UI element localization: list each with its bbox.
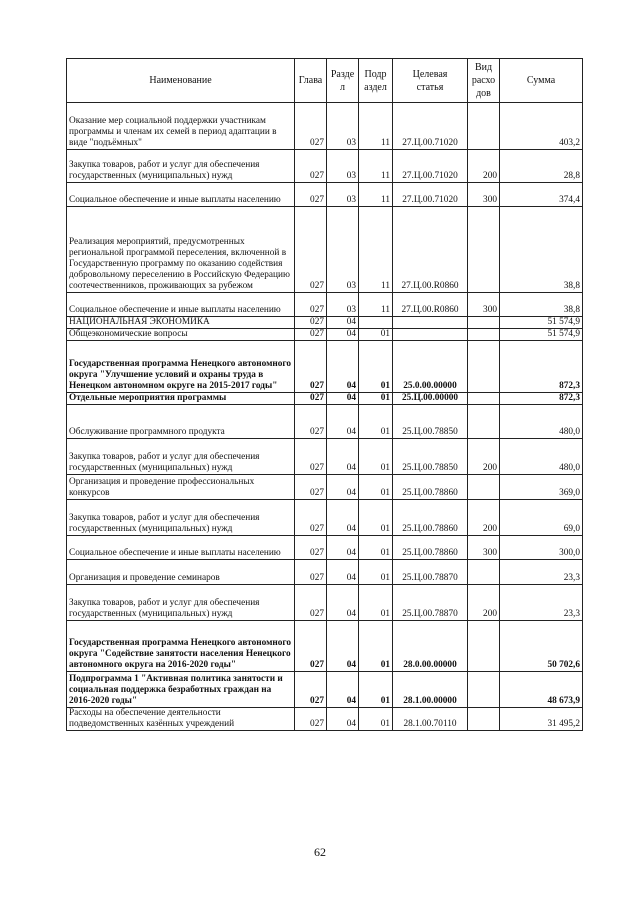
row-chapter: 027: [295, 536, 327, 560]
row-chapter: 027: [295, 475, 327, 500]
row-section: 04: [327, 439, 359, 475]
row-section: 04: [327, 621, 359, 672]
row-target-article: 28.1.00.70110: [393, 708, 468, 731]
row-chapter: 027: [295, 207, 327, 293]
row-target-article: 25.Ц.00.78860: [393, 536, 468, 560]
table-row: [67, 585, 583, 621]
table-row: [67, 405, 583, 439]
row-name: Отдельные мероприятия программы: [67, 393, 295, 405]
row-target-article: 27.Ц.00.71020: [393, 103, 468, 150]
row-name: Подпрограмма 1 "Активная политика занятости и социальная поддержка безработных граждан на 2016-2020 годы": [67, 672, 295, 708]
row-amount: 69,0: [500, 500, 583, 536]
row-amount: 872,3: [500, 341, 583, 393]
row-amount: 480,0: [500, 439, 583, 475]
table-row: [67, 207, 583, 293]
row-chapter: 027: [295, 393, 327, 405]
row-subsection: 01: [359, 439, 393, 475]
row-section: 03: [327, 103, 359, 150]
row-subsection: 01: [359, 500, 393, 536]
row-chapter: 027: [295, 439, 327, 475]
row-chapter: 027: [295, 621, 327, 672]
row-target-article: [393, 317, 468, 329]
row-target-article: 28.1.00.00000: [393, 672, 468, 708]
table-row: [67, 393, 583, 405]
row-name: Организация и проведение семинаров: [67, 560, 295, 585]
row-chapter: 027: [295, 103, 327, 150]
table-row: [67, 183, 583, 207]
row-chapter: 027: [295, 500, 327, 536]
table-body: [67, 103, 583, 731]
row-section: 04: [327, 475, 359, 500]
row-amount: 872,3: [500, 393, 583, 405]
row-target-article: 25.Ц.00.78870: [393, 585, 468, 621]
header-amount: Сумма: [500, 59, 583, 103]
row-section: 04: [327, 585, 359, 621]
row-subsection: 11: [359, 293, 393, 317]
row-expense-type: 200: [468, 150, 500, 183]
row-section: 04: [327, 341, 359, 393]
row-subsection: 01: [359, 708, 393, 731]
row-chapter: 027: [295, 183, 327, 207]
row-amount: 28,8: [500, 150, 583, 183]
row-subsection: [359, 317, 393, 329]
table-row: [67, 103, 583, 150]
row-chapter: 027: [295, 341, 327, 393]
row-expense-type: 200: [468, 500, 500, 536]
page-number: 62: [314, 845, 326, 859]
row-name: Государственная программа Ненецкого автономного округа "Содействие занятости населения Ненецкого автономного округа на 2016-2020 годы": [67, 621, 295, 672]
row-expense-type: 200: [468, 439, 500, 475]
table-row: [67, 500, 583, 536]
row-amount: 48 673,9: [500, 672, 583, 708]
row-name: Реализация мероприятий, предусмотренных региональной программой переселения, включенной в Государственную программу по оказанию содействия добровольному переселению в Российскую Федерацию соотечественников, проживающих за рубежом: [67, 207, 295, 293]
row-name: Оказание мер социальной поддержки участникам программы и членам их семей в период адаптации в виде "подъёмных": [67, 103, 295, 150]
row-section: 04: [327, 405, 359, 439]
row-subsection: 11: [359, 103, 393, 150]
row-name: Закупка товаров, работ и услуг для обеспечения государственных (муниципальных) нужд: [67, 150, 295, 183]
row-expense-type: 300: [468, 293, 500, 317]
row-chapter: 027: [295, 329, 327, 341]
row-chapter: 027: [295, 708, 327, 731]
table-row: [67, 329, 583, 341]
row-section: 04: [327, 672, 359, 708]
row-amount: 374,4: [500, 183, 583, 207]
table-header-row: [67, 59, 583, 103]
row-amount: 50 702,6: [500, 621, 583, 672]
table-row: [67, 560, 583, 585]
table-row: [67, 293, 583, 317]
row-amount: 51 574,9: [500, 329, 583, 341]
row-name: Расходы на обеспечение деятельности подведомственных казённых учреждений: [67, 708, 295, 731]
row-chapter: 027: [295, 405, 327, 439]
row-expense-type: 300: [468, 536, 500, 560]
row-section: 04: [327, 393, 359, 405]
budget-table: [66, 58, 583, 731]
row-expense-type: [468, 405, 500, 439]
row-target-article: 25.Ц.00.00000: [393, 393, 468, 405]
row-target-article: 27.Ц.00.R0860: [393, 207, 468, 293]
row-target-article: 25.0.00.00000: [393, 341, 468, 393]
row-name: Закупка товаров, работ и услуг для обеспечения государственных (муниципальных) нужд: [67, 500, 295, 536]
row-target-article: 27.Ц.00.R0860: [393, 293, 468, 317]
row-target-article: 28.0.00.00000: [393, 621, 468, 672]
row-subsection: 11: [359, 183, 393, 207]
row-expense-type: 200: [468, 585, 500, 621]
row-name: Социальное обеспечение и иные выплаты населению: [67, 293, 295, 317]
row-name: Закупка товаров, работ и услуг для обеспечения государственных (муниципальных) нужд: [67, 439, 295, 475]
row-section: 03: [327, 293, 359, 317]
header-subsection: Подр аздел: [359, 59, 393, 103]
row-target-article: 27.Ц.00.71020: [393, 183, 468, 207]
row-chapter: 027: [295, 585, 327, 621]
table-row: [67, 621, 583, 672]
row-expense-type: [468, 329, 500, 341]
row-section: 04: [327, 500, 359, 536]
row-section: 04: [327, 708, 359, 731]
row-subsection: 01: [359, 393, 393, 405]
row-amount: 38,8: [500, 293, 583, 317]
row-target-article: [393, 329, 468, 341]
table-row: [67, 536, 583, 560]
row-target-article: 25.Ц.00.78860: [393, 500, 468, 536]
row-expense-type: [468, 708, 500, 731]
row-name: Закупка товаров, работ и услуг для обеспечения государственных (муниципальных) нужд: [67, 585, 295, 621]
table-row: [67, 708, 583, 731]
row-target-article: 25.Ц.00.78850: [393, 405, 468, 439]
row-section: 03: [327, 150, 359, 183]
row-subsection: 01: [359, 341, 393, 393]
row-section: 03: [327, 183, 359, 207]
row-subsection: 01: [359, 585, 393, 621]
row-chapter: 027: [295, 317, 327, 329]
header-exp-type: Вид расхо дов: [468, 59, 500, 103]
row-expense-type: [468, 103, 500, 150]
row-name: Общеэкономические вопросы: [67, 329, 295, 341]
row-chapter: 027: [295, 150, 327, 183]
row-amount: 51 574,9: [500, 317, 583, 329]
row-target-article: 25.Ц.00.78870: [393, 560, 468, 585]
row-subsection: 01: [359, 329, 393, 341]
row-name: НАЦИОНАЛЬНАЯ ЭКОНОМИКА: [67, 317, 295, 329]
row-amount: 480,0: [500, 405, 583, 439]
row-subsection: 01: [359, 672, 393, 708]
row-expense-type: [468, 341, 500, 393]
row-expense-type: [468, 621, 500, 672]
table-row: [67, 672, 583, 708]
table-row: [67, 439, 583, 475]
row-expense-type: [468, 672, 500, 708]
table-row: [67, 475, 583, 500]
row-name: Социальное обеспечение и иные выплаты населению: [67, 183, 295, 207]
row-expense-type: [468, 207, 500, 293]
row-name: Обслуживание программного продукта: [67, 405, 295, 439]
row-chapter: 027: [295, 293, 327, 317]
row-amount: 369,0: [500, 475, 583, 500]
row-expense-type: [468, 317, 500, 329]
row-subsection: 01: [359, 475, 393, 500]
row-expense-type: 300: [468, 183, 500, 207]
row-section: 04: [327, 329, 359, 341]
row-amount: 403,2: [500, 103, 583, 150]
row-section: 03: [327, 207, 359, 293]
table-row: [67, 150, 583, 183]
row-chapter: 027: [295, 560, 327, 585]
table-row: [67, 317, 583, 329]
row-subsection: 01: [359, 536, 393, 560]
table-row: [67, 341, 583, 393]
row-target-article: 25.Ц.00.78860: [393, 475, 468, 500]
row-expense-type: [468, 393, 500, 405]
row-amount: 300,0: [500, 536, 583, 560]
row-expense-type: [468, 475, 500, 500]
row-amount: 23,3: [500, 585, 583, 621]
header-name: Наименование: [67, 59, 295, 103]
row-expense-type: [468, 560, 500, 585]
row-chapter: 027: [295, 672, 327, 708]
row-target-article: 27.Ц.00.71020: [393, 150, 468, 183]
row-amount: 38,8: [500, 207, 583, 293]
row-name: Государственная программа Ненецкого автономного округа "Улучшение условий и охраны труда в Ненецком автономном округе на 2015-2017 годы": [67, 341, 295, 393]
row-section: 04: [327, 536, 359, 560]
row-name: Социальное обеспечение и иные выплаты населению: [67, 536, 295, 560]
header-chapter: Глава: [295, 59, 327, 103]
row-subsection: 01: [359, 621, 393, 672]
row-amount: 23,3: [500, 560, 583, 585]
row-name: Организация и проведение профессиональных конкурсов: [67, 475, 295, 500]
row-subsection: 11: [359, 207, 393, 293]
header-section: Разде л: [327, 59, 359, 103]
row-target-article: 25.Ц.00.78850: [393, 439, 468, 475]
row-subsection: 01: [359, 560, 393, 585]
row-amount: 31 495,2: [500, 708, 583, 731]
row-subsection: 11: [359, 150, 393, 183]
header-target: Целевая статья: [393, 59, 468, 103]
row-section: 04: [327, 317, 359, 329]
row-section: 04: [327, 560, 359, 585]
row-subsection: 01: [359, 405, 393, 439]
